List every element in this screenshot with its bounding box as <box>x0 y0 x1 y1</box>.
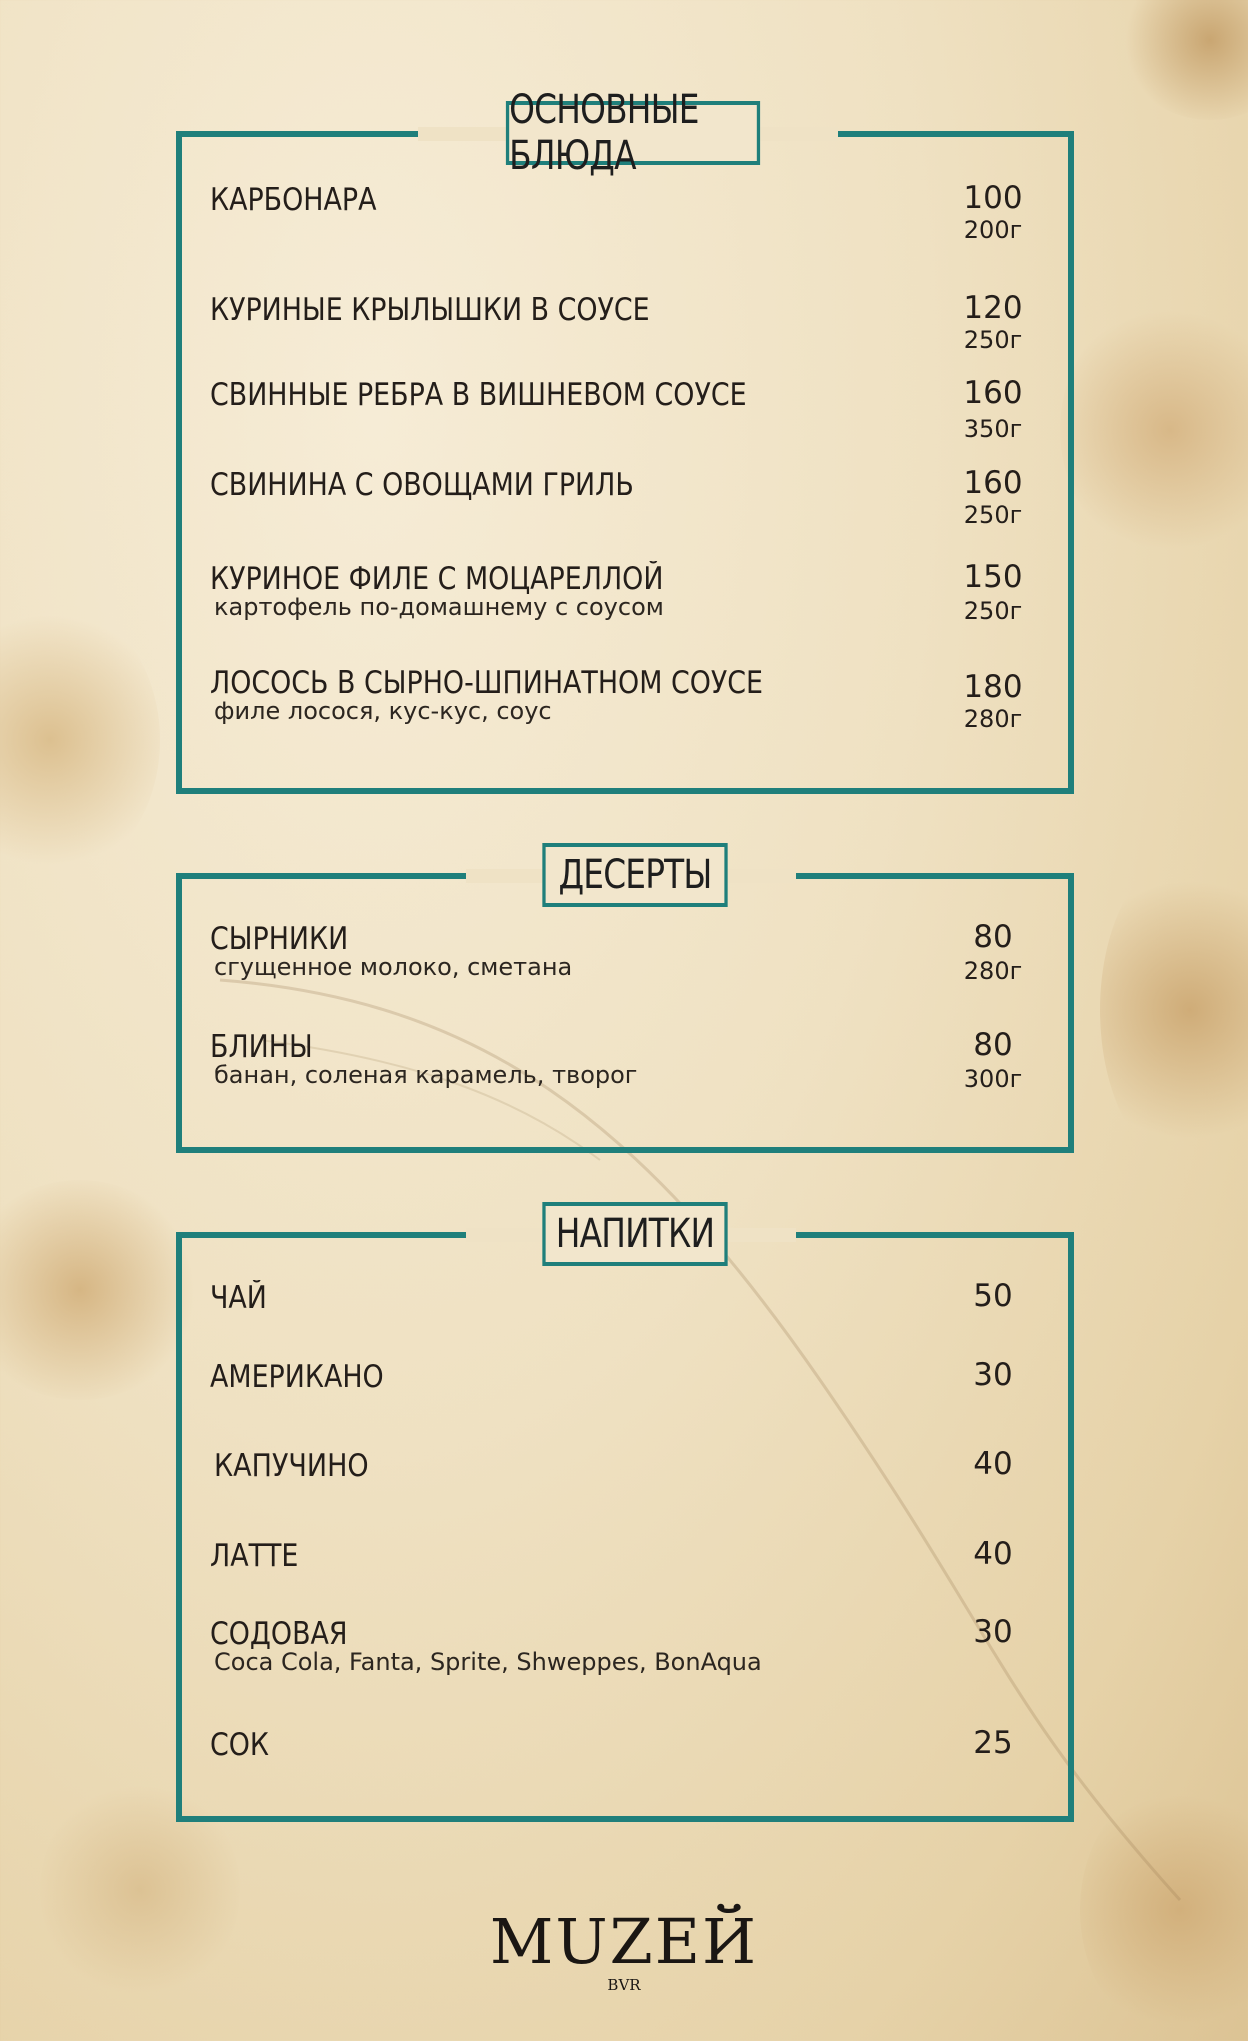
menu-item-name: ЛОСОСЬ В СЫРНО-ШПИНАТНОМ СОУСЕ <box>210 665 763 701</box>
menu-item-name: КАРБОНАРА <box>210 182 377 218</box>
desserts-section <box>176 852 1074 1153</box>
menu-item <box>210 290 1038 354</box>
menu-item-description: сгущенное молоко, сметана <box>214 953 573 981</box>
menu-item-price: 50 <box>973 1278 1013 1314</box>
menu-item-name: КУРИНОЕ ФИЛЕ С МОЦАРЕЛЛОЙ <box>210 561 664 597</box>
drinks-section-title: НАПИТКИ <box>542 1202 727 1266</box>
menu-item-name: ЧАЙ <box>210 1280 267 1316</box>
menu-item-price: 40 <box>973 1446 1013 1482</box>
menu-item <box>210 1448 1038 1484</box>
paper-stain <box>1120 0 1248 120</box>
menu-item <box>210 375 1038 443</box>
paper-stain <box>0 600 160 880</box>
menu-item <box>210 1359 1038 1395</box>
menu-item-name: КАПУЧИНО <box>214 1448 369 1484</box>
menu-item-name: СВИНИНА С ОВОЩАМИ ГРИЛЬ <box>210 467 634 503</box>
menu-item-price: 180 <box>963 669 1023 705</box>
menu-item <box>210 1616 1038 1676</box>
menu-item <box>210 1727 1038 1763</box>
menu-item-price: 160 <box>963 465 1023 501</box>
desserts-section-title: ДЕСЕРТЫ <box>542 843 727 907</box>
brand-logo: MUZЕЙ <box>489 1905 759 1978</box>
menu-item-name: СОК <box>210 1727 270 1763</box>
menu-item-weight: 350г <box>963 415 1023 443</box>
menu-item-name: СВИННЫЕ РЕБРА В ВИШНЕВОМ СОУСЕ <box>210 377 747 413</box>
menu-item-price: 30 <box>973 1614 1013 1650</box>
menu-item-price: 100 <box>963 180 1023 216</box>
mains-section-title: ОСНОВНЫЕ БЛЮДА <box>506 101 760 165</box>
menu-item <box>210 1538 1038 1574</box>
menu-item-weight: 250г <box>963 597 1023 625</box>
menu-item-price: 80 <box>973 919 1013 955</box>
menu-item-name: ЛАТТЕ <box>210 1538 299 1574</box>
menu-item-description: Coca Cola, Fanta, Sprite, Shweppes, BonAqua <box>214 1648 762 1676</box>
menu-item <box>210 665 1038 733</box>
menu-item-weight: 200г <box>963 216 1023 244</box>
menu-item-price: 80 <box>973 1027 1013 1063</box>
drinks-section <box>176 1211 1074 1822</box>
menu-item <box>210 559 1038 625</box>
menu-item-name: СОДОВАЯ <box>210 1616 348 1652</box>
menu-item-description: картофель по-домашнему с соусом <box>214 593 664 621</box>
menu-item-weight: 250г <box>963 326 1023 354</box>
menu-item-weight: 250г <box>963 501 1023 529</box>
paper-stain <box>0 1180 200 1400</box>
paper-stain <box>1060 300 1248 560</box>
menu-item-price: 30 <box>973 1357 1013 1393</box>
menu-item <box>210 465 1038 529</box>
menu-item-weight: 280г <box>963 957 1023 985</box>
menu-item-name: КУРИНЫЕ КРЫЛЫШКИ В СОУСЕ <box>210 292 650 328</box>
menu-item-price: 25 <box>973 1725 1013 1761</box>
menu-item <box>210 1027 1038 1093</box>
menu-item-price: 150 <box>963 559 1023 595</box>
menu-item-weight: 300г <box>963 1065 1023 1093</box>
menu-item-name: АМЕРИКАНО <box>210 1359 384 1395</box>
menu-item-price: 40 <box>973 1536 1013 1572</box>
brand-logo-subtitle: BVR <box>607 1976 641 1994</box>
menu-item-description: банан, соленая карамель, творог <box>214 1061 638 1089</box>
menu-item-price: 160 <box>963 375 1023 411</box>
menu-item <box>210 180 1038 244</box>
paper-stain <box>1100 850 1248 1170</box>
menu-item <box>210 1280 1038 1316</box>
menu-item-description: филе лосося, кус-кус, соус <box>214 697 552 725</box>
menu-item-price: 120 <box>963 290 1023 326</box>
menu-item-name: СЫРНИКИ <box>210 921 349 957</box>
mains-section <box>176 87 1074 794</box>
menu-item-weight: 280г <box>963 705 1023 733</box>
menu-item <box>210 919 1038 985</box>
menu-item-name: БЛИНЫ <box>210 1029 313 1065</box>
